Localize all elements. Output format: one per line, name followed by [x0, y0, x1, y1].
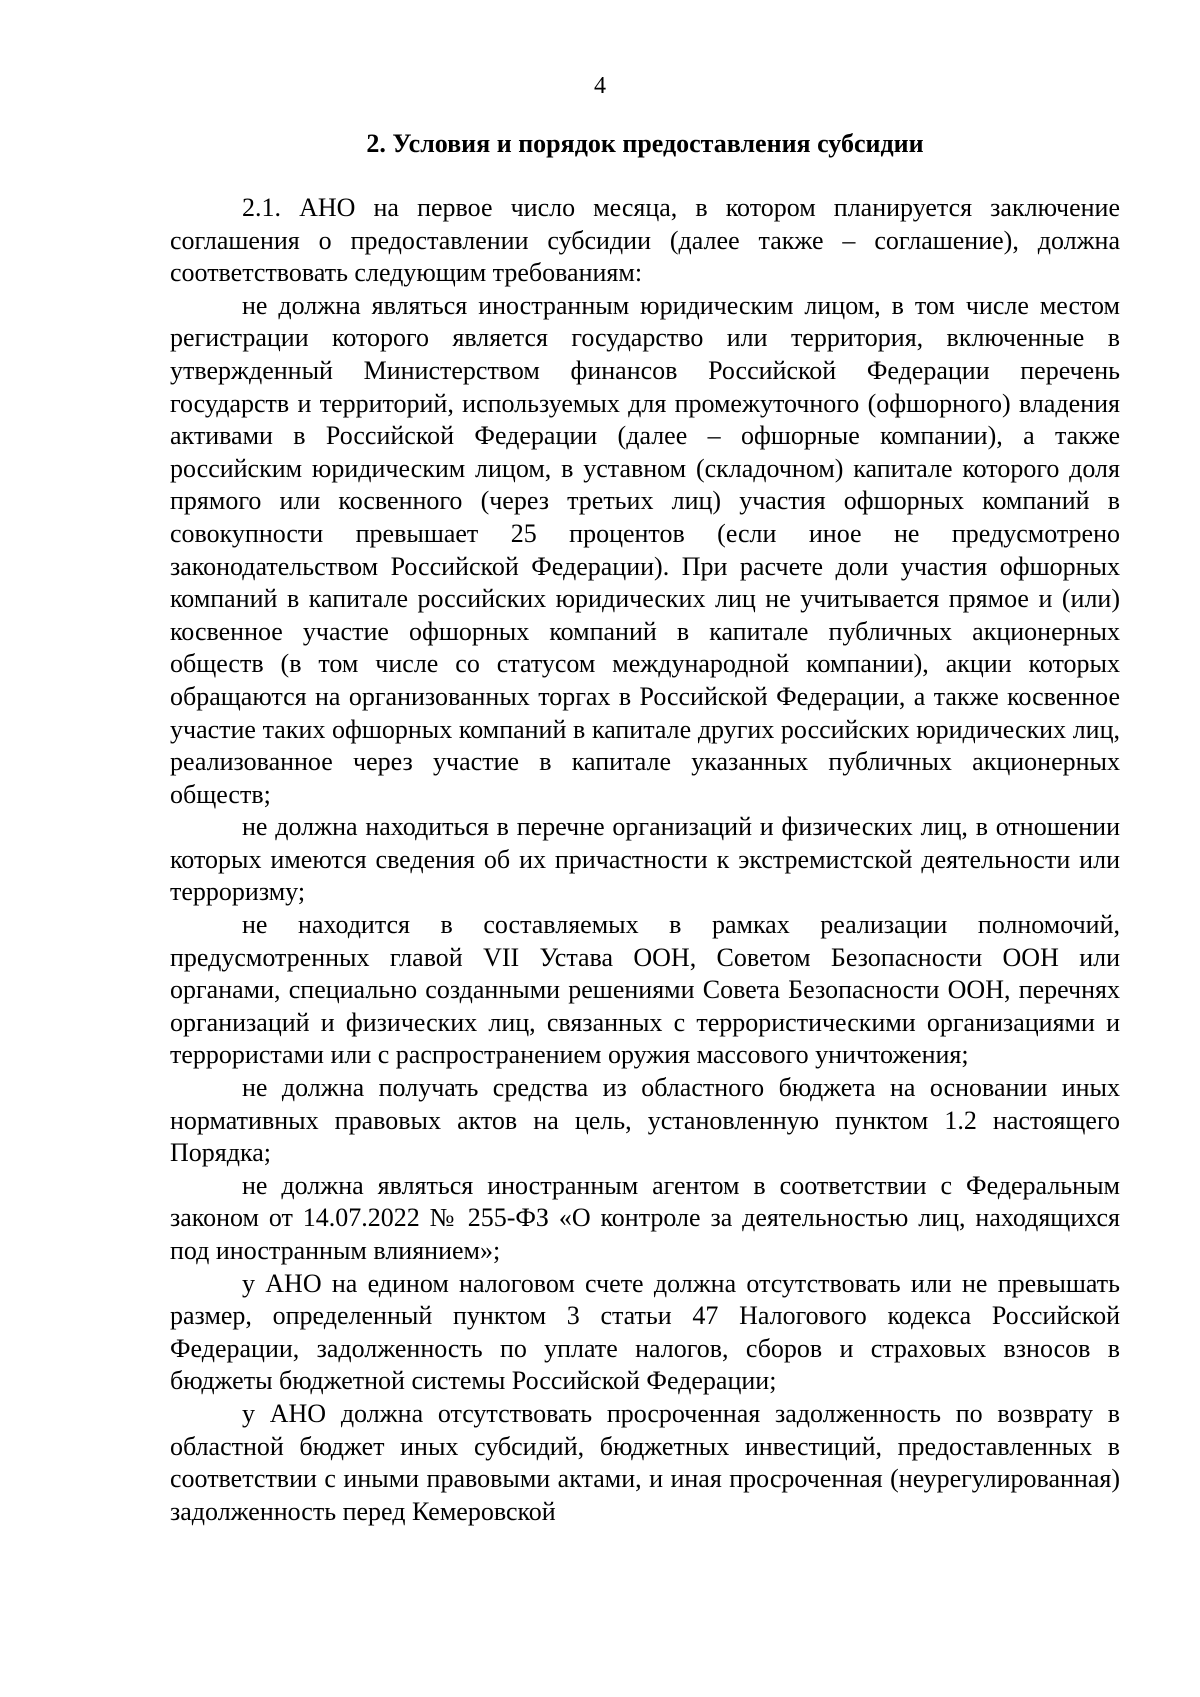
paragraph-requirement-other-funds: не должна получать средства из областного бюджета на основании иных нормативных правовых актов на цель, установленную пунктом 1.2 настоящего Порядка; [170, 1073, 1120, 1168]
paragraph-requirement-un-lists: не находится в составляемых в рамках реализации полномочий, предусмотренных главой VII Устава ООН, Советом Безопасности ООН или органами, специально созданными решениями Совета Безопасности ООН, перечнях организаций и физических лиц, связанных с террористическими организациями и террористами или с распространением оружия массового уничтожения; [170, 910, 1120, 1070]
paragraph-requirement-foreign-agent: не должна являться иностранным агентом в соответствии с Федеральным законом от 14.07.2022 № 255-ФЗ «О контроле за деятельностью лиц, находящихся под иностранным влиянием»; [170, 1170, 1120, 1265]
paragraph-requirement-tax-debt: у АНО на едином налоговом счете должна отсутствовать или не превышать размер, определенный пунктом 3 статьи 47 Налогового кодекса Российской Федерации, задолженность по уплате налогов, сборов и страховых взносов в бюджеты бюджетной системы Российской Федерации; [170, 1268, 1120, 1396]
paragraph-requirement-budget-debt: у АНО должна отсутствовать просроченная задолженность по возврату в областной бюджет иных субсидий, бюджетных инвестиций, предоставленных в соответствии с иными правовыми актами, и иная просроченная (неурегулированная) задолженность перед Кемеровской [170, 1398, 1120, 1526]
section-heading: 2. Условия и порядок предоставления субсидии [366, 129, 924, 158]
section-body [170, 192, 1120, 1528]
paragraph-requirement-extremism: не должна находиться в перечне организаций и физических лиц, в отношении которых имеются сведения об их причастности к экстремистской деятельности или терроризму; [170, 812, 1120, 907]
paragraph-2-1-intro: 2.1. АНО на первое число месяца, в котором планируется заключение соглашения о предоставлении субсидии (далее также – соглашение), должна соответствовать следующим требованиям: [170, 193, 1120, 288]
page-number: 4 [594, 73, 606, 99]
paragraph-requirement-offshore: не должна являться иностранным юридическим лицом, в том числе местом регистрации которого является государство или территория, включенные в утвержденный Министерством финансов Российской Федерации перечень государств и территорий, используемых для промежуточного (офшорного) владения активами в Российской Федерации (далее – офшорные компании), а также российским юридическим лицом, в уставном (складочном) капитале которого доля прямого или косвенного (через третьих лиц) участия офшорных компаний в совокупности превышает 25 процентов (если иное не предусмотрено законодательством Российской Федерации). При расчете доли участия офшорных компаний в капитале российских юридических лиц не учитывается прямое и (или) косвенное участие офшорных компаний в капитале публичных акционерных обществ (в том числе со статусом международной компании), акции которых обращаются на организованных торгах в Российской Федерации, а также косвенное участие таких офшорных компаний в капитале других российских юридических лиц, реализованное через участие в капитале указанных публичных акционерных обществ; [170, 290, 1120, 809]
